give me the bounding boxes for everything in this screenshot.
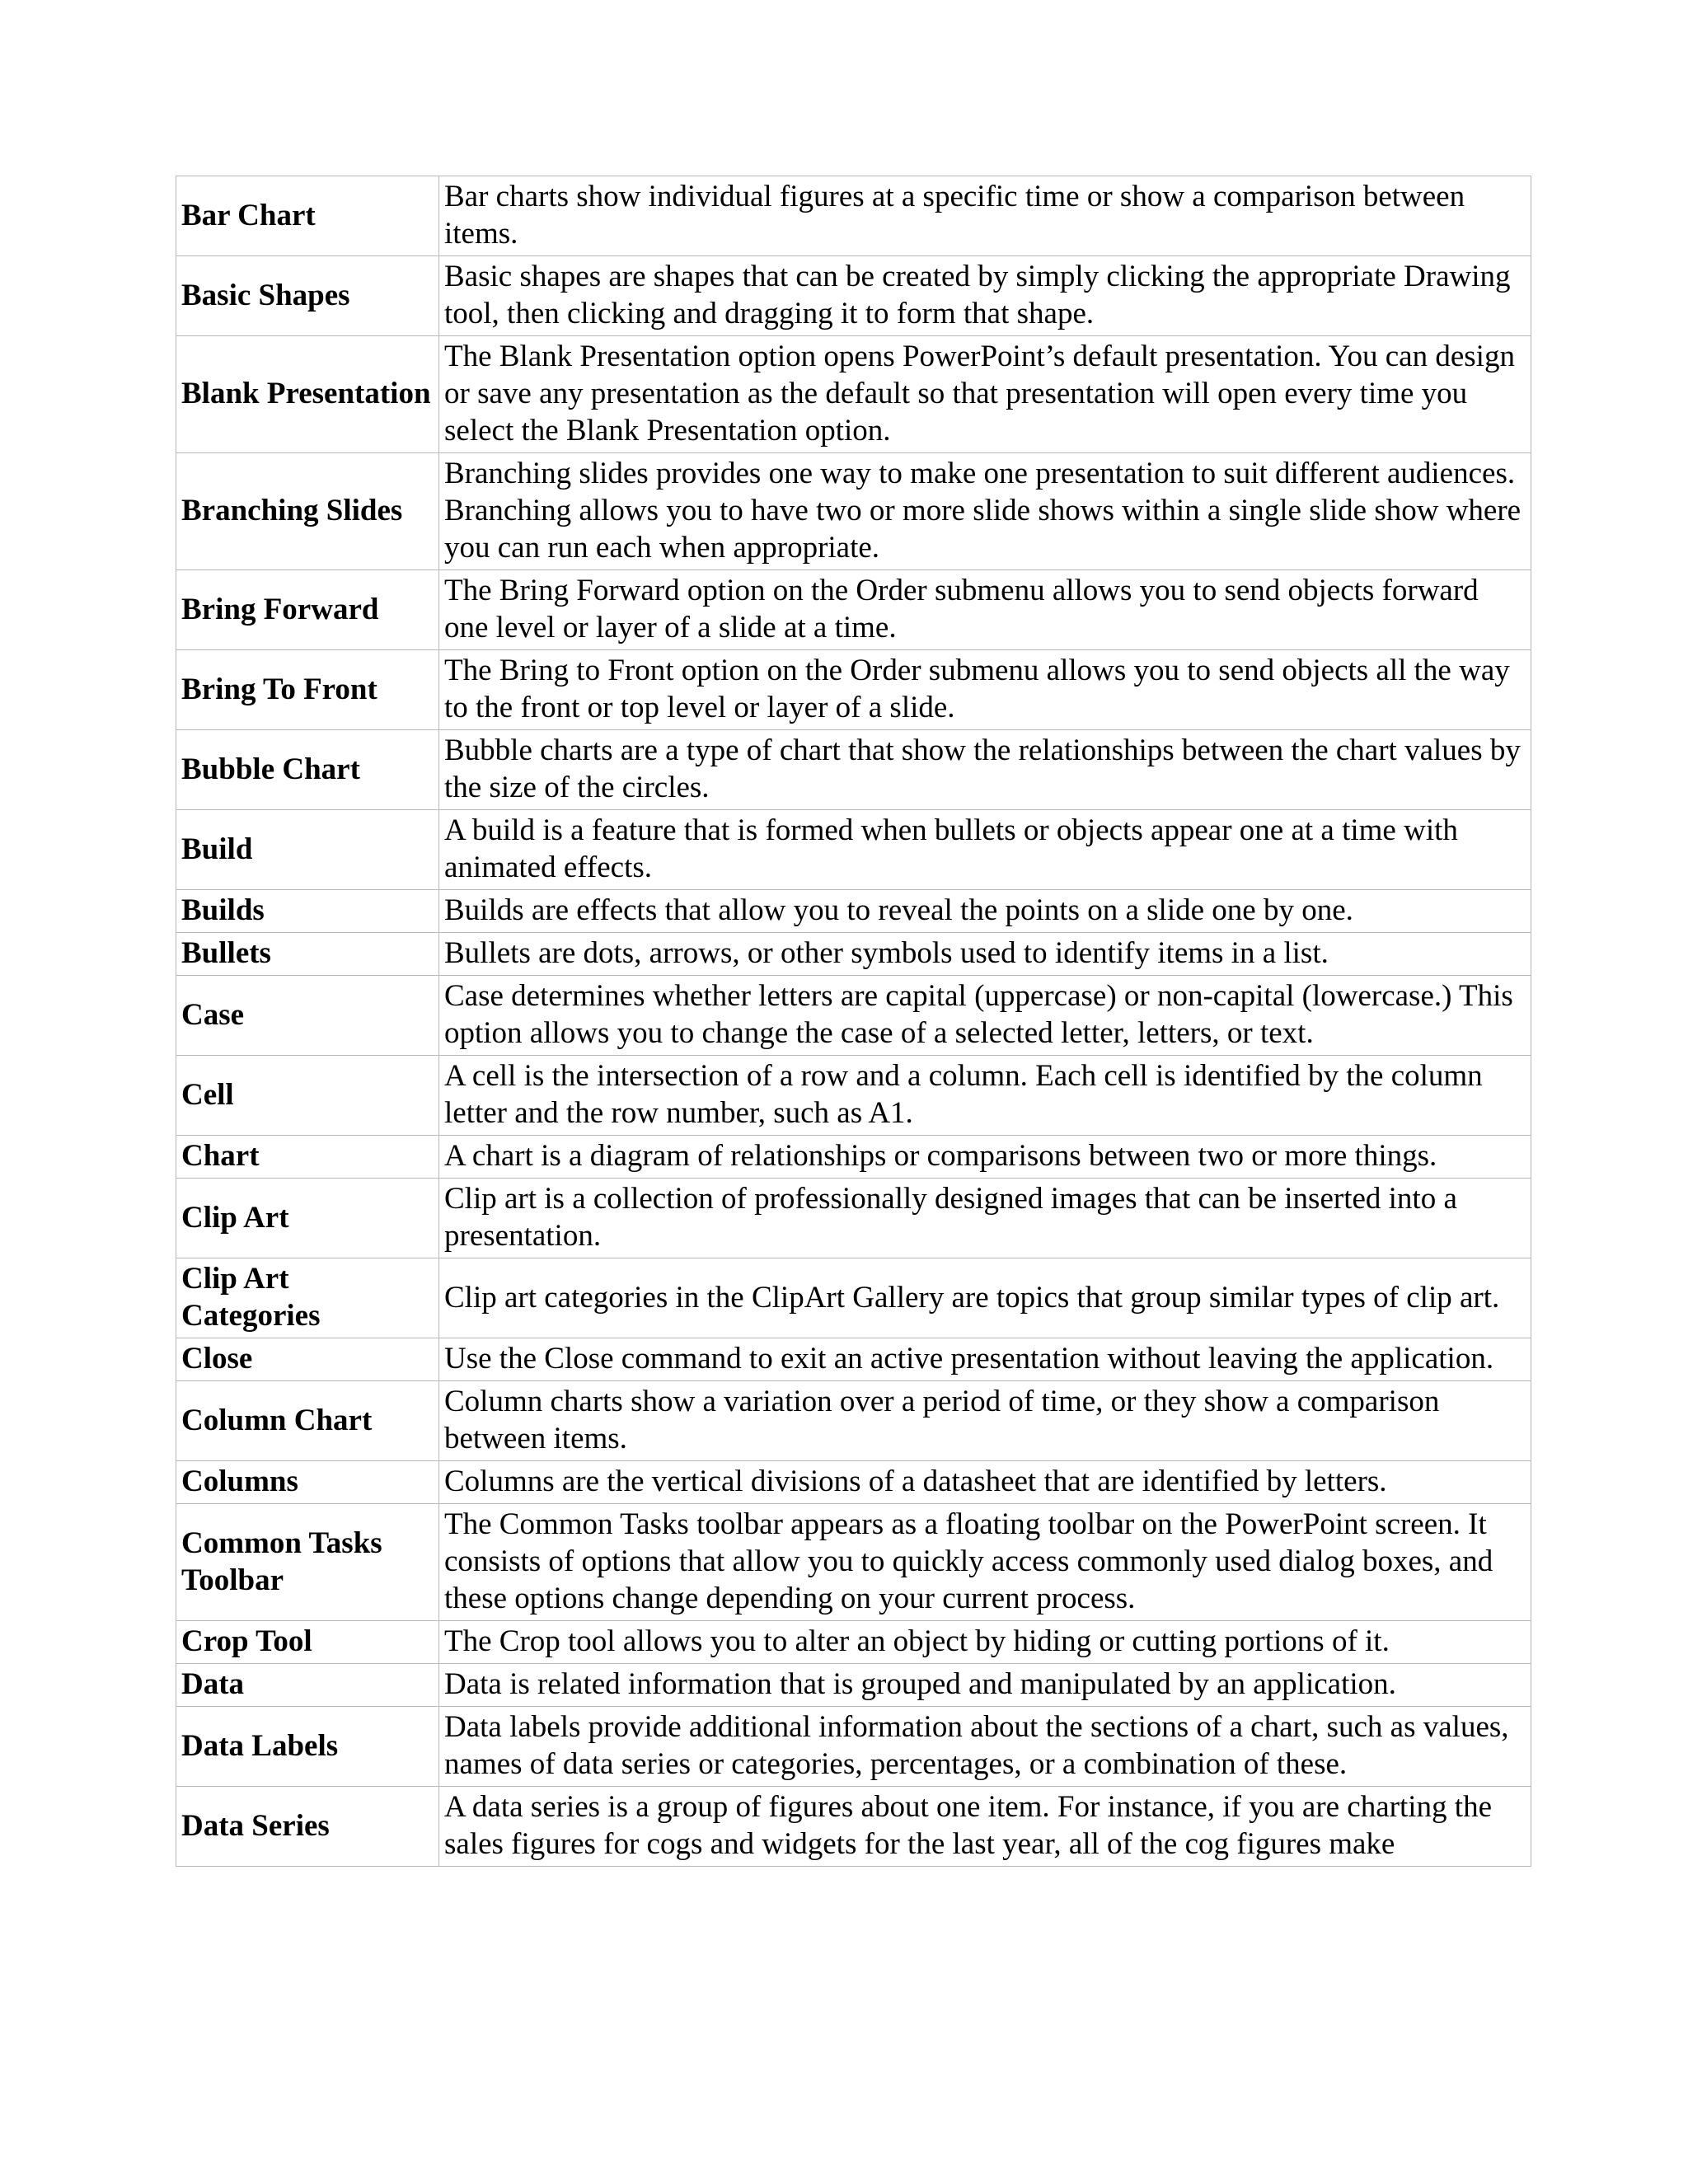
definition-cell: Bubble charts are a type of chart that show the relationships between the chart values by the size of the circles. — [439, 730, 1531, 810]
term-cell: Build — [176, 810, 439, 890]
table-row — [176, 1056, 1531, 1136]
table-row — [176, 570, 1531, 650]
term-cell: Bubble Chart — [176, 730, 439, 810]
term-cell: Clip Art — [176, 1179, 439, 1258]
definition-cell: A cell is the intersection of a row and a column. Each cell is identified by the column letter and the row number, such as A1. — [439, 1056, 1531, 1136]
table-row — [176, 890, 1531, 933]
definition-cell: Basic shapes are shapes that can be created by simply clicking the appropriate Drawing tool, then clicking and dragging it to form that shape. — [439, 256, 1531, 336]
table-row — [176, 336, 1531, 453]
term-cell: Bring To Front — [176, 650, 439, 730]
definition-cell: The Blank Presentation option opens PowerPoint’s default presentation. You can design or save any presentation as the default so that presentation will open every time you select the Blank Presentation option. — [439, 336, 1531, 453]
table-row — [176, 1179, 1531, 1258]
definition-cell: Column charts show a variation over a period of time, or they show a comparison between items. — [439, 1381, 1531, 1461]
definition-cell: The Common Tasks toolbar appears as a floating toolbar on the PowerPoint screen. It consists of options that allow you to quickly access commonly used dialog boxes, and these options change depending on your current process. — [439, 1504, 1531, 1621]
glossary-table — [176, 176, 1531, 1867]
term-cell: Builds — [176, 890, 439, 933]
definition-cell: A build is a feature that is formed when bullets or objects appear one at a time with animated effects. — [439, 810, 1531, 890]
term-cell: Bar Chart — [176, 176, 439, 256]
table-row — [176, 1136, 1531, 1179]
table-row — [176, 453, 1531, 570]
definition-cell: Use the Close command to exit an active presentation without leaving the application. — [439, 1338, 1531, 1381]
definition-cell: Bullets are dots, arrows, or other symbols used to identify items in a list. — [439, 933, 1531, 976]
term-cell: Columns — [176, 1461, 439, 1504]
definition-cell: Data labels provide additional information about the sections of a chart, such as values, names of data series or categories, percentages, or a combination of these. — [439, 1707, 1531, 1787]
table-row — [176, 1258, 1531, 1338]
definition-cell: The Bring Forward option on the Order submenu allows you to send objects forward one level or layer of a slide at a time. — [439, 570, 1531, 650]
term-cell: Basic Shapes — [176, 256, 439, 336]
definition-cell: Branching slides provides one way to make one presentation to suit different audiences. Branching allows you to have two or more slide shows within a single slide show where you can run each when appropriate. — [439, 453, 1531, 570]
term-cell: Data Labels — [176, 1707, 439, 1787]
table-row — [176, 1707, 1531, 1787]
term-cell: Crop Tool — [176, 1621, 439, 1664]
table-row — [176, 1664, 1531, 1707]
term-cell: Blank Presentation — [176, 336, 439, 453]
definition-cell: The Crop tool allows you to alter an object by hiding or cutting portions of it. — [439, 1621, 1531, 1664]
table-row — [176, 1461, 1531, 1504]
term-cell: Close — [176, 1338, 439, 1381]
table-row — [176, 176, 1531, 256]
term-cell: Data — [176, 1664, 439, 1707]
table-row — [176, 1787, 1531, 1867]
table-row — [176, 256, 1531, 336]
definition-cell: Columns are the vertical divisions of a datasheet that are identified by letters. — [439, 1461, 1531, 1504]
term-cell: Case — [176, 976, 439, 1056]
table-row — [176, 976, 1531, 1056]
term-cell: Data Series — [176, 1787, 439, 1867]
table-row — [176, 1381, 1531, 1461]
term-cell: Column Chart — [176, 1381, 439, 1461]
term-cell: Cell — [176, 1056, 439, 1136]
table-row — [176, 1504, 1531, 1621]
definition-cell: The Bring to Front option on the Order submenu allows you to send objects all the way to the front or top level or layer of a slide. — [439, 650, 1531, 730]
term-cell: Clip Art Categories — [176, 1258, 439, 1338]
term-cell: Branching Slides — [176, 453, 439, 570]
table-row — [176, 730, 1531, 810]
table-row — [176, 650, 1531, 730]
table-row — [176, 1338, 1531, 1381]
term-cell: Chart — [176, 1136, 439, 1179]
term-cell: Bullets — [176, 933, 439, 976]
definition-cell: A chart is a diagram of relationships or comparisons between two or more things. — [439, 1136, 1531, 1179]
table-row — [176, 810, 1531, 890]
definition-cell: Builds are effects that allow you to reveal the points on a slide one by one. — [439, 890, 1531, 933]
definition-cell: A data series is a group of figures about one item. For instance, if you are charting the sales figures for cogs and widgets for the last year, all of the cog figures make — [439, 1787, 1531, 1867]
table-row — [176, 933, 1531, 976]
definition-cell: Clip art categories in the ClipArt Gallery are topics that group similar types of clip art. — [439, 1258, 1531, 1338]
definition-cell: Case determines whether letters are capital (uppercase) or non-capital (lowercase.) This option allows you to change the case of a selected letter, letters, or text. — [439, 976, 1531, 1056]
definition-cell: Clip art is a collection of professionally designed images that can be inserted into a presentation. — [439, 1179, 1531, 1258]
term-cell: Common Tasks Toolbar — [176, 1504, 439, 1621]
term-cell: Bring Forward — [176, 570, 439, 650]
table-row — [176, 1621, 1531, 1664]
definition-cell: Bar charts show individual figures at a specific time or show a comparison between items. — [439, 176, 1531, 256]
definition-cell: Data is related information that is grouped and manipulated by an application. — [439, 1664, 1531, 1707]
